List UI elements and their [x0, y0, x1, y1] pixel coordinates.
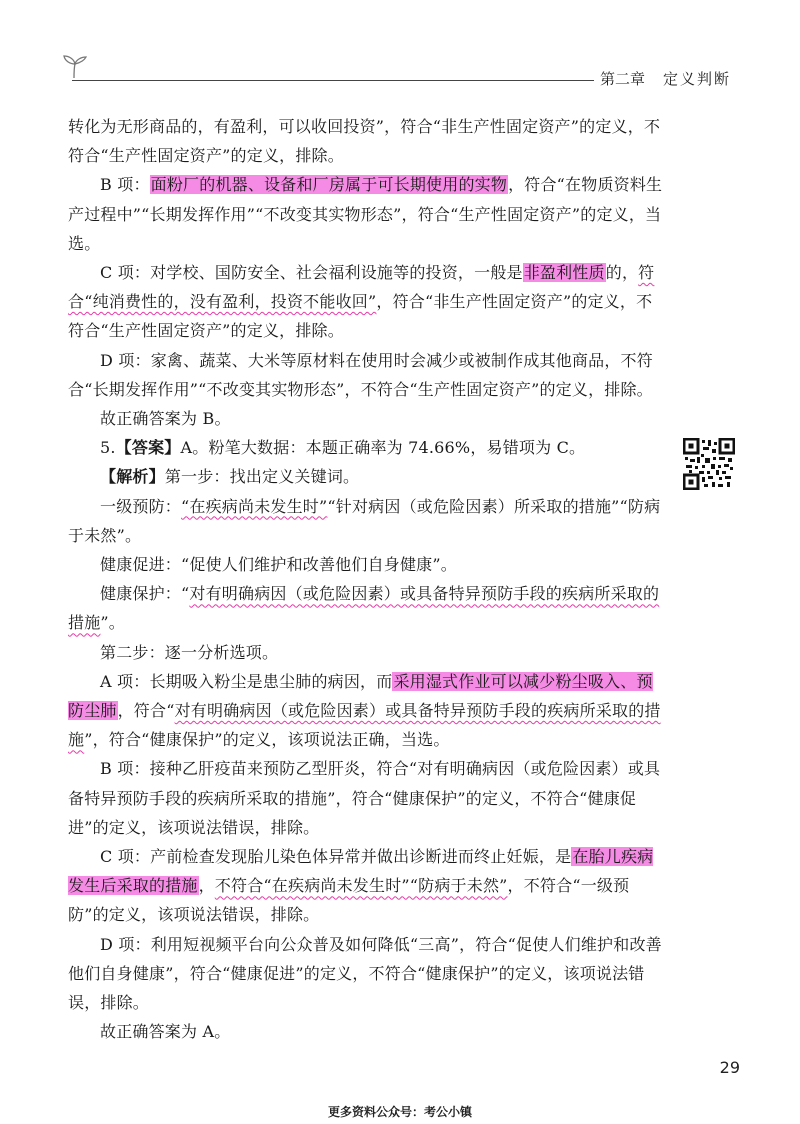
highlight: 在胎儿疾病发生后采取的措施 [68, 847, 654, 896]
wavy-underline: 对有明确病因（或危险因素）或具备特异预防手段的疾病所采取的措施 [68, 584, 660, 633]
chapter-title: 定义判断 [663, 70, 732, 88]
wavy-underline: 对有明确病因（或危险因素）或具备特异预防手段的疾病所采取的措施 [68, 701, 661, 750]
analysis-option-b: B 项：接种乙肝疫苗来预防乙型肝炎，符合“对有明确病因（或危险因素）或具备特异预防手段的疾病所采取的措施”，符合“健康保护”的定义，不符合“健康促进”的定义，该项说法错误，排除。 [68, 759, 661, 837]
analysis-heading: 【解析】第一步：找出定义关键词。 [100, 467, 360, 487]
leaf-sprout-icon [60, 52, 90, 82]
wavy-underline: 符合“纯消费性的，没有盈利，投资不能收回” [68, 263, 655, 312]
definition-health-promotion: 健康促进：“促使人们维护和改善他们自身健康”。 [100, 555, 457, 575]
wavy-underline: “在疾病尚未发生时” [181, 496, 328, 516]
page-number: 29 [719, 1058, 740, 1077]
qr-code-icon [683, 438, 735, 490]
paragraph-option-b: B 项：面粉厂的机器、设备和厂房属于可长期使用的实物，符合“在物质资料生产过程中”“长期发挥作用”“不改变其实物形态”，符合“生产性固定资产”的定义，当选。 [68, 175, 663, 253]
analysis-option-c: C 项：产前检查发现胎儿染色体异常并做出诊断进而终止妊娠，是在胎儿疾病发生后采取的措施，不符合“在疾病尚未发生时”“防病于未然”，不符合“一级预防”的定义，该项说法错误，排除。 [68, 847, 654, 925]
analysis-option-d: D 项：利用短视频平台向公众普及如何降低“三高”，符合“促使人们维护和改善他们自身健康”，符合“健康促进”的定义，不符合“健康保护”的定义，该项说法错误，排除。 [68, 934, 662, 1013]
definition-primary-prevention: 一级预防：“在疾病尚未发生时”“针对病因（或危险因素）所采取的措施”“防病于未然”。 [68, 496, 661, 545]
page-body [68, 112, 668, 1047]
chapter-header [600, 68, 740, 90]
paragraph: 转化为无形商品的，有盈利，可以收回投资”，符合“非生产性固定资产”的定义，不符合“生产性固定资产”的定义，排除。 [68, 117, 661, 166]
step-two: 第二步：逐一分析选项。 [100, 642, 279, 662]
chapter-number: 第二章 [600, 70, 646, 88]
highlight: 非盈利性质 [523, 263, 605, 283]
paragraph-option-c: C 项：对学校、国防安全、社会福利设施等的投资，一般是非盈利性质的，符合“纯消费性的，没有盈利，投资不能收回”，符合“非生产性固定资产”的定义，不符合“生产性固定资产”的定义，排除。 [68, 263, 655, 341]
answer-line: 故正确答案为 B。 [100, 409, 231, 429]
footer-note: 更多资料公众号：考公小镇 [327, 1105, 472, 1119]
paragraph-option-d: D 项：家禽、蔬菜、大米等原材料在使用时会减少或被制作成其他商品，不符合“长期发挥作用”“不改变其实物形态”，不符合“生产性固定资产”的定义，排除。 [68, 350, 653, 399]
definition-health-protection: 健康保护：“对有明确病因（或危险因素）或具备特异预防手段的疾病所采取的措施”。 [68, 584, 660, 633]
wavy-underline: 不符合“在疾病尚未发生时”“防病于未然” [214, 876, 508, 896]
final-answer: 故正确答案为 A。 [100, 1022, 231, 1042]
highlight: 面粉厂的机器、设备和厂房属于可长期使用的实物 [150, 175, 508, 195]
highlight: 采用湿式作业可以减少粉尘吸入、预防尘肺 [68, 671, 653, 721]
header-rule [72, 80, 594, 81]
analysis-option-a: A 项：长期吸入粉尘是患尘肺的病因，而采用湿式作业可以减少粉尘吸入、预防尘肺，符合“对有明确病因（或危险因素）或具备特异预防手段的疾病所采取的措施”，符合“健康保护”的定义，该项说法正确，当选。 [68, 671, 661, 750]
question-answer: 5.【答案】A。粉笔大数据：本题正确率为 74.66%，易错项为 C。 [100, 438, 586, 458]
